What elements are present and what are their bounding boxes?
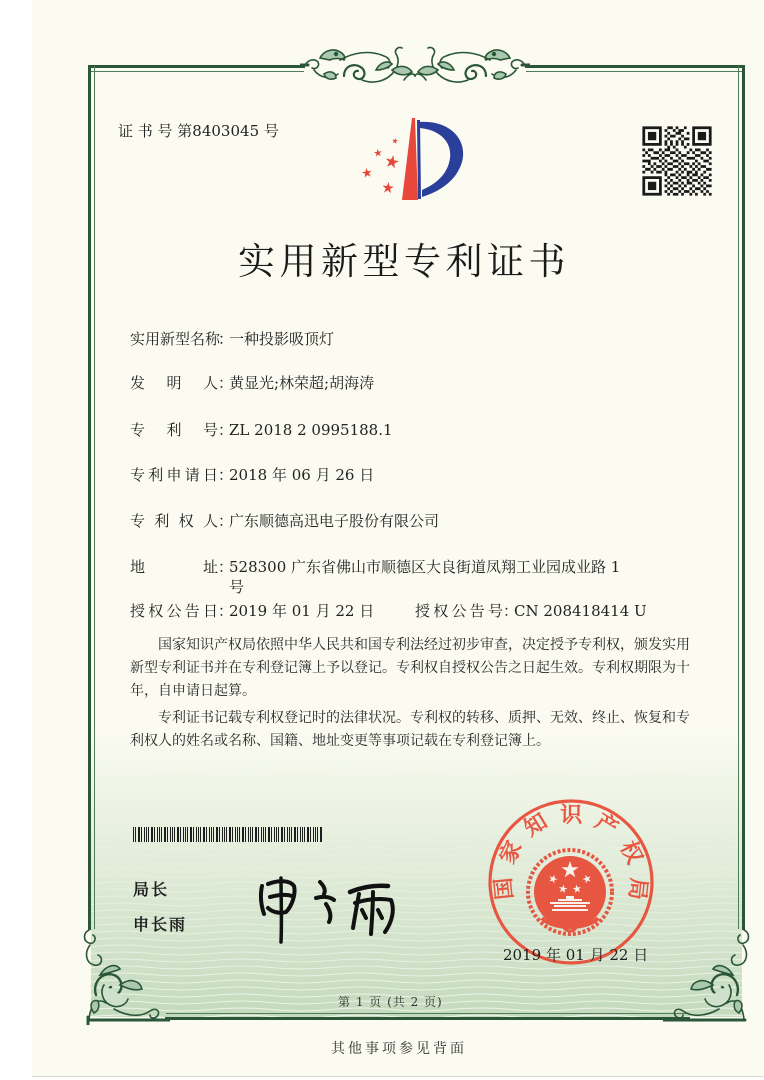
- field-separator: ：: [218, 512, 234, 530]
- statement-grant: 国家知识产权局依照中华人民共和国专利法经过初步审查，决定授予专利权，颁发实用新型专利证书并在专利登记簿上予以登记。专利权自授权公告之日起生效。专利权期限为十年，自申请日起算。: [130, 637, 690, 699]
- signatory-title: 局长: [133, 880, 170, 899]
- signature-icon: [250, 870, 420, 945]
- field-address-continued: [229, 577, 244, 597]
- field-separator: ：: [218, 374, 234, 392]
- field-value: 一种投影吸顶灯: [229, 330, 335, 348]
- field-application-date: [130, 465, 374, 485]
- field-label: 专利申请日: [130, 466, 218, 484]
- frame-top-left: [88, 65, 305, 68]
- signatory-name: 申长雨: [133, 915, 188, 934]
- field-value: ZL 2018 2 0995188.1: [229, 421, 393, 439]
- field-address: [130, 557, 620, 577]
- field-separator: ：: [218, 330, 234, 348]
- field-label: 专利号: [130, 421, 218, 439]
- field-label: 专利权人: [130, 512, 218, 530]
- cnipa-logo-icon: [350, 100, 470, 210]
- field-inventors: [130, 373, 374, 393]
- field-value: 黄显光;林荣超;胡海涛: [229, 374, 375, 392]
- field-grant-publication-number: [415, 601, 647, 621]
- field-value: 号: [229, 578, 245, 596]
- certificate-number: 证 书 号 第8403045 号: [118, 122, 279, 140]
- field-label: 实用新型名称: [130, 330, 221, 348]
- field-grant-announcement-date: [130, 601, 374, 621]
- field-label: 授权公告号: [415, 602, 503, 620]
- qr-code-icon: [641, 125, 713, 197]
- field-label: 发明人: [130, 374, 218, 392]
- seal-text: 国家知识产权局: [491, 803, 651, 902]
- footer-note: 其他事项参见背面: [331, 1041, 467, 1057]
- field-value: 广东顺德高迅电子股份有限公司: [229, 512, 440, 530]
- field-separator: ：: [218, 421, 234, 439]
- frame-left: [88, 65, 91, 930]
- field-separator: ：: [503, 602, 519, 620]
- corner-ornament-bottom-left: [80, 925, 170, 1025]
- field-separator: ：: [218, 602, 234, 620]
- corner-ornament-bottom-right: [663, 925, 753, 1025]
- seal-date: 2019 年 01 月 22 日: [503, 946, 649, 964]
- field-value: 528300 广东省佛山市顺德区大良街道凤翔工业园成业路 1: [229, 558, 621, 576]
- field-value: 2018 年 06 月 26 日: [229, 466, 375, 484]
- field-utility-model-name: [130, 329, 334, 349]
- field-patent-number: [130, 420, 393, 440]
- frame-right: [742, 65, 745, 930]
- certificate-title: 实用新型专利证书: [238, 240, 570, 283]
- field-label: 授权公告日: [130, 602, 218, 620]
- page-indicator: 第 1 页 (共 2 页): [338, 995, 443, 1009]
- barcode-icon: [133, 827, 322, 842]
- field-label: 地址: [130, 558, 218, 576]
- national-emblem-icon: [528, 850, 612, 934]
- statement-legal-status: 专利证书记载专利权登记时的法律状况。专利权的转移、质押、无效、终止、恢复和专利权人的姓名或名称、国籍、地址变更等事项记载在专利登记簿上。: [130, 710, 690, 749]
- frame-bottom: [165, 1017, 690, 1020]
- floral-ornament-icon: [300, 40, 530, 90]
- field-separator: ：: [218, 558, 234, 576]
- field-patentee: [130, 511, 439, 531]
- field-separator: ：: [218, 466, 234, 484]
- field-value: CN 208418414 U: [514, 602, 647, 620]
- field-value: 2019 年 01 月 22 日: [229, 602, 375, 620]
- frame-top-right: [525, 65, 745, 68]
